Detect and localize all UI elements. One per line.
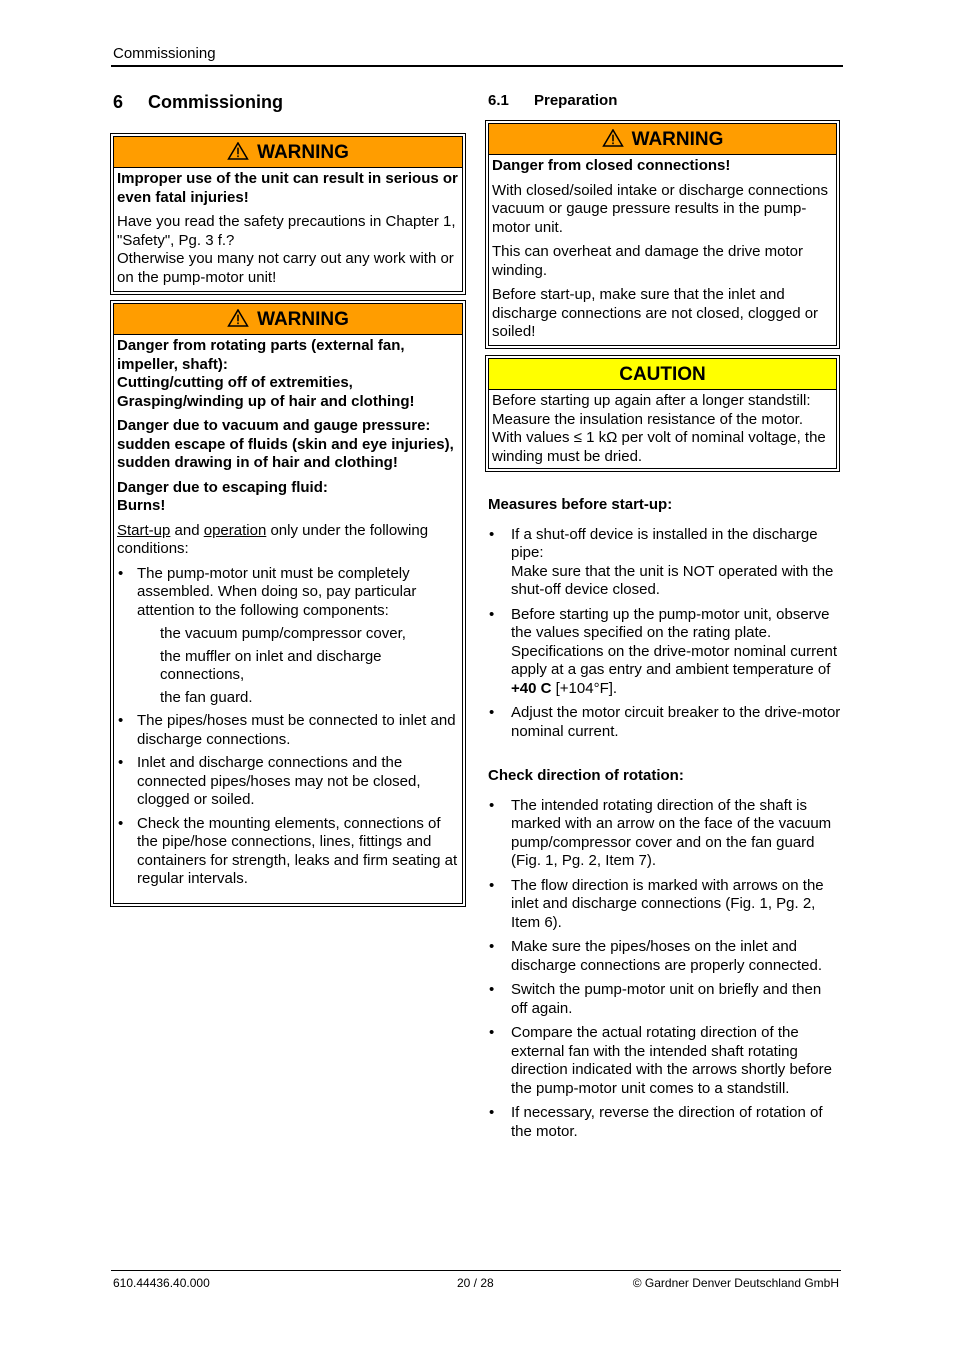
danger-text: Burns! — [117, 497, 166, 514]
list-item-text: Compare the actual rotating direction of the external fan with the intended shaft rotating direction indicated with the arrows shortly before the pump-motor unit comes to a standstill. — [511, 1024, 832, 1097]
list-item — [117, 565, 459, 621]
section-heading — [113, 92, 283, 113]
copyright: © Gardner Denver Deutschland GmbH — [632, 1276, 839, 1290]
caution-box — [485, 355, 840, 472]
document-number: 610.44436.40.000 — [113, 1276, 210, 1290]
list-item-text: Make sure the pipes/hoses on the inlet and discharge connections are properly connected. — [511, 938, 823, 974]
list-item — [488, 704, 841, 741]
measures-list — [488, 526, 841, 742]
subsection-title: Preparation — [534, 92, 618, 109]
warning-title-bar — [114, 137, 462, 168]
rotation-heading: Check direction of rotation: — [488, 767, 684, 784]
warning-title-bar — [489, 124, 836, 155]
list-item-text: If a shut-off device is installed in the discharge pipe: — [511, 525, 818, 561]
list-item — [117, 712, 459, 749]
footer-rule — [111, 1270, 841, 1271]
warning-text: With closed/soiled intake or discharge connections vacuum or gauge pressure results in the pump-motor unit. — [492, 181, 829, 236]
danger-text: Grasping/winding up of hair and clothing! — [117, 392, 415, 410]
operation-link[interactable]: operation — [203, 521, 267, 539]
subsection-number: 6.1 — [488, 92, 509, 109]
warning-heading: Improper use of the unit can result in serious or even fatal injuries! — [117, 170, 458, 206]
danger-text: sudden drawing in of hair and clothing! — [117, 454, 398, 471]
warning-box-closed-connections — [485, 120, 840, 349]
warning-title-bar — [114, 304, 462, 335]
list-item-text: [+104°F]. — [551, 679, 618, 697]
warning-triangle-icon — [227, 309, 249, 327]
list-item-text: The pump-motor unit must be completely assembled. When doing so, pay particular attention to the following components: — [137, 564, 417, 619]
list-item — [488, 1104, 841, 1141]
list-item-text: The intended rotating direction of the shaft is marked with an arrow on the face of the vacuum pump/compressor cover and on the fan guard (Fig. 1, Pg. 2, Item 7). — [511, 796, 832, 869]
danger-text: Danger due to vacuum and gauge pressure: sudden escape of fluids (skin and eye injuries), — [117, 417, 454, 453]
list-item-text: Check the mounting elements, connections of the pipe/hose connections, lines, fittings and containers for strength, leaks and firm seating at regular intervals. — [137, 814, 458, 887]
conditions-list — [117, 565, 459, 621]
danger-text: Cutting/cutting off of extremities, — [117, 374, 353, 391]
list-item — [488, 797, 841, 871]
list-item-text: Before starting up the pump-motor unit, observe the values specified on the rating plate. Specifications on the drive-motor nominal current apply at a gas entry and ambient temperature of — [511, 605, 837, 678]
warning-text: Before start-up, make sure that the inlet and discharge connections are not closed, clogged or soiled! — [492, 286, 819, 340]
list-item — [117, 754, 459, 810]
list-item-text: If necessary, reverse the direction of rotation of the motor. — [511, 1104, 823, 1140]
component-item: the fan guard. — [160, 688, 253, 706]
list-item — [488, 938, 841, 975]
caution-text: Before starting up again after a longer standstill: — [492, 392, 811, 409]
list-item — [117, 815, 459, 889]
warning-text: This can overheat and damage the drive motor winding. — [492, 243, 804, 279]
warning-text: Otherwise you many not carry out any work with or on the pump-motor unit! — [117, 250, 454, 286]
danger-text: Danger from rotating parts (external fan, impeller, shaft): — [117, 337, 405, 373]
warning-box-improper-use — [110, 133, 466, 295]
list-item — [488, 526, 841, 600]
temperature-value: +40 C — [511, 679, 552, 697]
list-item — [488, 606, 841, 699]
conditions-connector: and — [170, 521, 204, 539]
list-item — [488, 877, 841, 933]
list-item — [488, 981, 841, 1018]
warning-title: WARNING — [257, 142, 349, 163]
start-up-link[interactable]: Start-up — [117, 521, 171, 539]
component-item: the muffler on inlet and discharge connections, — [160, 647, 382, 683]
warning-box-rotating-parts — [110, 300, 466, 907]
list-item-text: The pipes/hoses must be connected to inlet and discharge connections. — [137, 712, 456, 748]
warning-triangle-icon — [227, 142, 249, 160]
page-number: 20 / 28 — [457, 1276, 494, 1290]
running-header: Commissioning — [113, 45, 216, 62]
list-item-text: Adjust the motor circuit breaker to the drive-motor nominal current. — [511, 704, 841, 740]
list-item-text: Inlet and discharge connections and the connected pipes/hoses may not be closed, clogged or soiled. — [137, 754, 421, 808]
caution-text: With values ≤ 1 kΩ per volt of nominal voltage, the winding must be dried. — [492, 429, 826, 465]
section-number: 6 — [113, 92, 124, 112]
warning-triangle-icon — [602, 129, 624, 147]
caution-title: CAUTION — [489, 359, 836, 390]
list-item-text: The flow direction is marked with arrows on the inlet and discharge connections (Fig. 1, Pg. 2, Item 6). — [511, 876, 824, 931]
rotation-section — [488, 767, 841, 1147]
conditions-intro — [117, 522, 459, 559]
measures-section — [488, 496, 841, 747]
list-item-text: Switch the pump-motor unit on briefly and then off again. — [511, 981, 822, 1017]
warning-heading: Danger from closed connections! — [492, 157, 731, 174]
danger-text: Danger due to escaping fluid: — [117, 478, 328, 496]
list-item — [488, 1024, 841, 1098]
measures-heading: Measures before start-up: — [488, 496, 673, 513]
rotation-list — [488, 797, 841, 1142]
caution-text: Measure the insulation resistance of the motor. — [492, 410, 804, 428]
warning-title: WARNING — [257, 309, 349, 330]
section-title: Commissioning — [148, 92, 284, 112]
header-rule — [111, 65, 843, 67]
conditions-rest: only under the following conditions: — [117, 521, 429, 557]
conditions-list — [117, 712, 459, 889]
subsection-heading — [488, 92, 617, 109]
component-item: the vacuum pump/compressor cover, — [160, 625, 406, 642]
warning-text: Have you read the safety precautions in Chapter 1, "Safety", Pg. 3 f.? — [117, 213, 456, 249]
warning-title: WARNING — [631, 129, 724, 150]
list-item-text: Make sure that the unit is NOT operated with the shut-off device closed. — [511, 562, 834, 598]
